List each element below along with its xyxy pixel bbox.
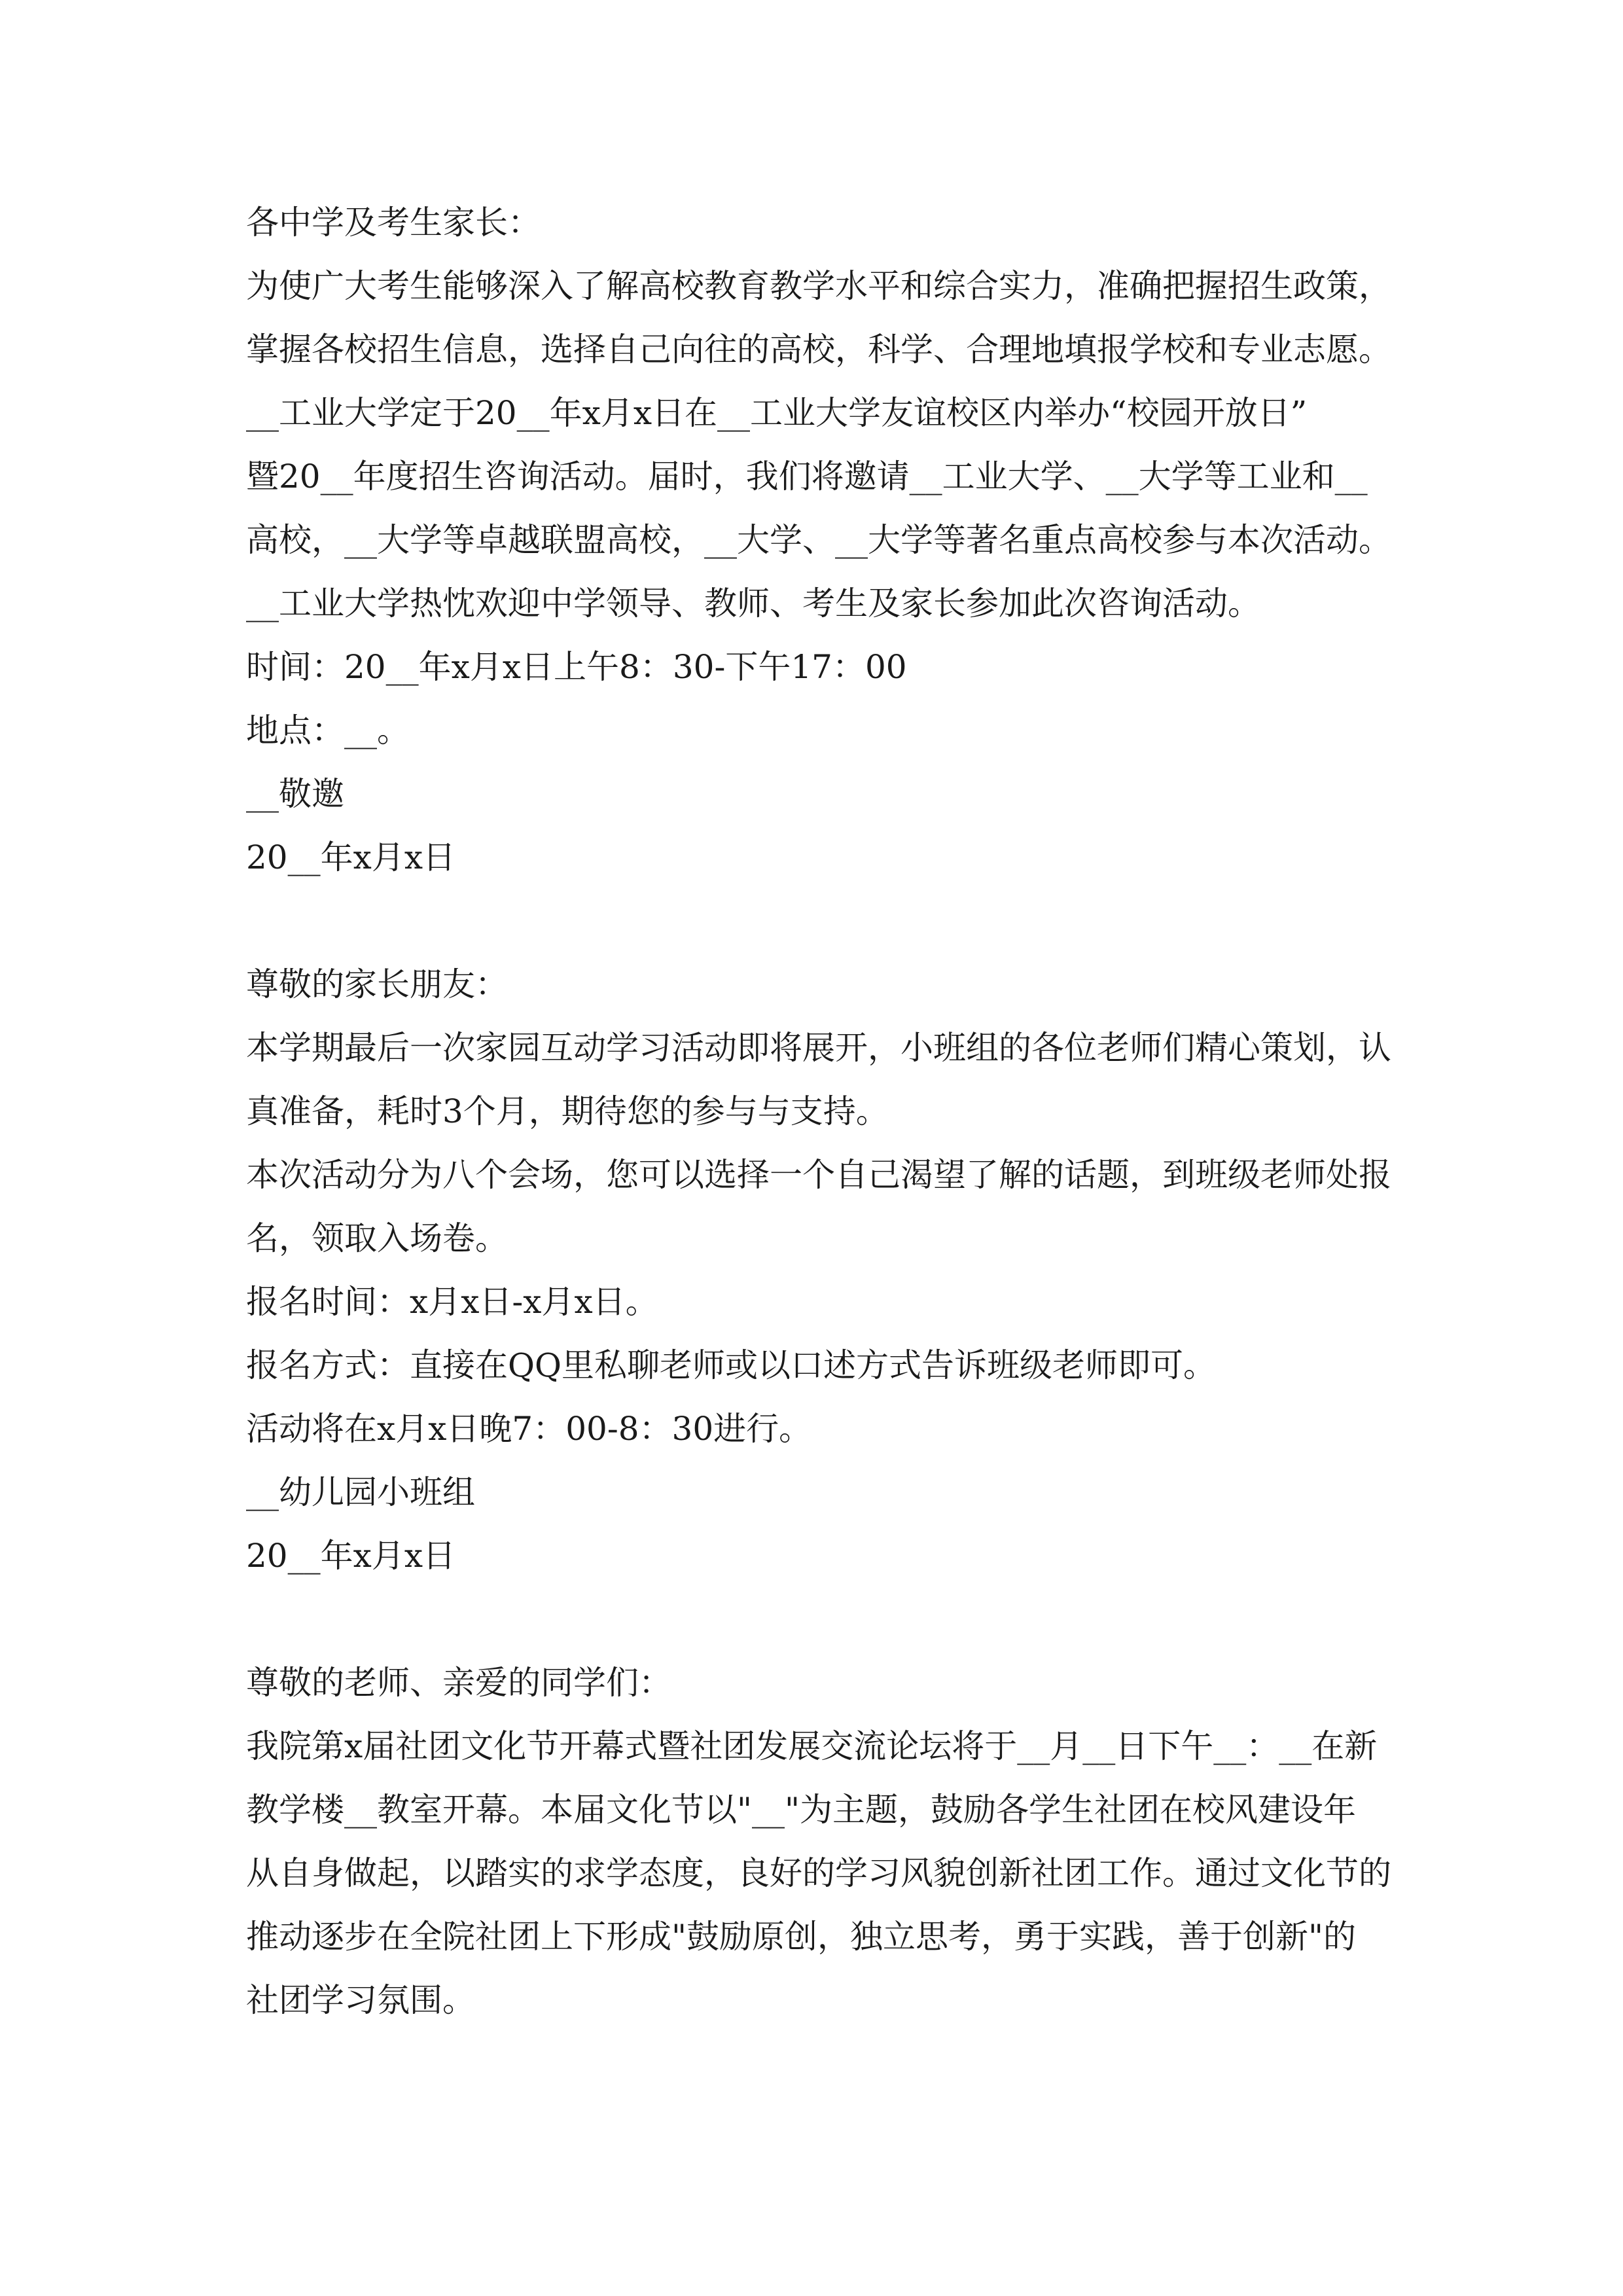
letter-2-signature: __幼儿园小班组 [246, 1473, 475, 1511]
letter-1-body-line: 暨20__年度招生咨询活动。届时，我们将邀请__工业大学、__大学等工业和__ [246, 457, 1368, 495]
letter-1-time: 时间：20__年x月x日上午8：30-下午17：00 [246, 648, 907, 686]
letter-3-body-line: 推动逐步在全院社团上下形成"鼓励原创，独立思考，勇于实践，善于创新"的 [246, 1918, 1356, 1956]
letter-2-date: 20__年x月x日 [246, 1537, 456, 1575]
letter-2-parent-activity [246, 953, 1398, 1588]
letter-1-date: 20__年x月x日 [246, 838, 456, 876]
letter-1-body-line: __工业大学定于20__年x月x日在__工业大学友谊校区内举办“校园开放日” [246, 394, 1308, 432]
letter-3-culture-festival [246, 1651, 1398, 2032]
letter-1-body-line: 高校，__大学等卓越联盟高校，__大学、__大学等著名重点高校参与本次活动。 [246, 521, 1391, 559]
letter-2-body-line: 名，领取入场卷。 [246, 1219, 508, 1257]
letter-1-location: 地点：__。 [246, 711, 410, 749]
letter-1-body-line: 掌握各校招生信息，选择自己向往的高校，科学、合理地填报学校和专业志愿。 [246, 331, 1391, 368]
letter-1-salutation: 各中学及考生家长： [246, 204, 541, 242]
letter-1-campus-open-day [246, 191, 1398, 889]
letter-3-body-line: 我院第x届社团文化节开幕式暨社团发展交流论坛将于__月__日下午__：__在新 [246, 1727, 1378, 1765]
letter-1-body-line: 为使广大考生能够深入了解高校教育教学水平和综合实力，准确把握招生政策， [246, 267, 1391, 305]
letter-2-body-line: 本学期最后一次家园互动学习活动即将展开，小班组的各位老师们精心策划，认 [246, 1029, 1391, 1067]
letter-3-body-line: 从自身做起，以踏实的求学态度，良好的学习风貌创新社团工作。通过文化节的 [246, 1854, 1391, 1892]
letter-2-body-line: 本次活动分为八个会场，您可以选择一个自己渴望了解的话题，到班级老师处报 [246, 1156, 1391, 1194]
letter-2-salutation: 尊敬的家长朋友： [246, 965, 508, 1003]
letter-3-body-line: 教学楼__教室开幕。本届文化节以"__"为主题，鼓励各学生社团在校风建设年 [246, 1791, 1356, 1829]
letter-2-registration-method: 报名方式：直接在QQ里私聊老师或以口述方式告诉班级老师即可。 [246, 1346, 1216, 1384]
letter-1-signature: __敬邀 [246, 775, 344, 813]
letter-2-activity-time: 活动将在x月x日晚7：00-8：30进行。 [246, 1410, 812, 1448]
letter-3-salutation: 尊敬的老师、亲爱的同学们： [246, 1664, 671, 1702]
letter-1-body-line: __工业大学热忱欢迎中学领导、教师、考生及家长参加此次咨询活动。 [246, 584, 1260, 622]
letter-2-registration-time: 报名时间：x月x日-x月x日。 [246, 1283, 658, 1321]
letter-2-body-line: 真准备，耗时3个月，期待您的参与与支持。 [246, 1092, 889, 1130]
document-body [246, 191, 1398, 2032]
letter-3-body-line: 社团学习氛围。 [246, 1981, 475, 2019]
